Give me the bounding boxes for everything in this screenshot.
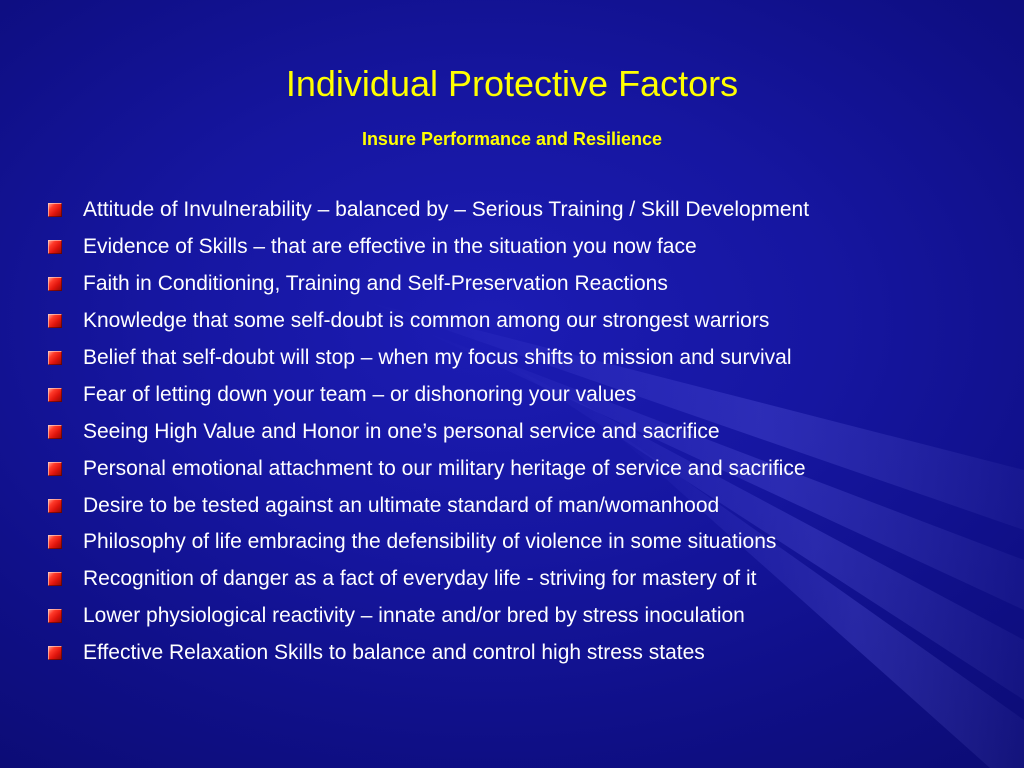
- bullet-text: Recognition of danger as a fact of everyday life - striving for mastery of it: [83, 567, 757, 591]
- bullet-item: [44, 376, 1014, 413]
- bullet-item: [44, 487, 1014, 524]
- bullet-text: Lower physiological reactivity – innate and/or bred by stress inoculation: [83, 604, 745, 628]
- bullet-item: [44, 229, 1014, 266]
- bullet-text: Seeing High Value and Honor in one’s personal service and sacrifice: [83, 419, 720, 443]
- bullet-text: Faith in Conditioning, Training and Self-Preservation Reactions: [83, 272, 668, 296]
- red-square-bullet-icon: [48, 572, 62, 586]
- bullet-text: Effective Relaxation Skills to balance and control high stress states: [83, 641, 705, 665]
- bullet-item: [44, 413, 1014, 450]
- bullet-text: Evidence of Skills – that are effective in the situation you now face: [83, 235, 697, 259]
- red-square-bullet-icon: [48, 462, 62, 476]
- bullet-item: [44, 303, 1014, 340]
- red-square-bullet-icon: [48, 351, 62, 365]
- red-square-bullet-icon: [48, 609, 62, 623]
- bullet-list: [44, 192, 1014, 672]
- bullet-item: [44, 635, 1014, 672]
- red-square-bullet-icon: [48, 388, 62, 402]
- bullet-item: [44, 598, 1014, 635]
- bullet-item: [44, 192, 1014, 229]
- slide-title: Individual Protective Factors: [285, 63, 739, 104]
- bullet-item: [44, 524, 1014, 561]
- bullet-item: [44, 561, 1014, 598]
- bullet-text: Desire to be tested against an ultimate standard of man/womanhood: [83, 493, 720, 517]
- red-square-bullet-icon: [48, 425, 62, 439]
- red-square-bullet-icon: [48, 277, 62, 291]
- red-square-bullet-icon: [48, 240, 62, 254]
- bullet-text: Philosophy of life embracing the defensibility of violence in some situations: [83, 530, 777, 554]
- bullet-item: [44, 340, 1014, 377]
- red-square-bullet-icon: [48, 535, 62, 549]
- bullet-item: [44, 450, 1014, 487]
- red-square-bullet-icon: [48, 203, 62, 217]
- bullet-text: Knowledge that some self-doubt is common among our strongest warriors: [83, 309, 770, 333]
- bullet-item: [44, 266, 1014, 303]
- slide-subtitle: Insure Performance and Resilience: [361, 129, 663, 149]
- red-square-bullet-icon: [48, 499, 62, 513]
- bullet-text: Attitude of Invulnerability – balanced by – Serious Training / Skill Development: [83, 198, 810, 222]
- red-square-bullet-icon: [48, 646, 62, 660]
- bullet-text: Fear of letting down your team – or dishonoring your values: [83, 382, 637, 406]
- red-square-bullet-icon: [48, 314, 62, 328]
- bullet-text: Belief that self-doubt will stop – when my focus shifts to mission and survival: [83, 346, 792, 369]
- bullet-text: Personal emotional attachment to our military heritage of service and sacrifice: [83, 456, 806, 480]
